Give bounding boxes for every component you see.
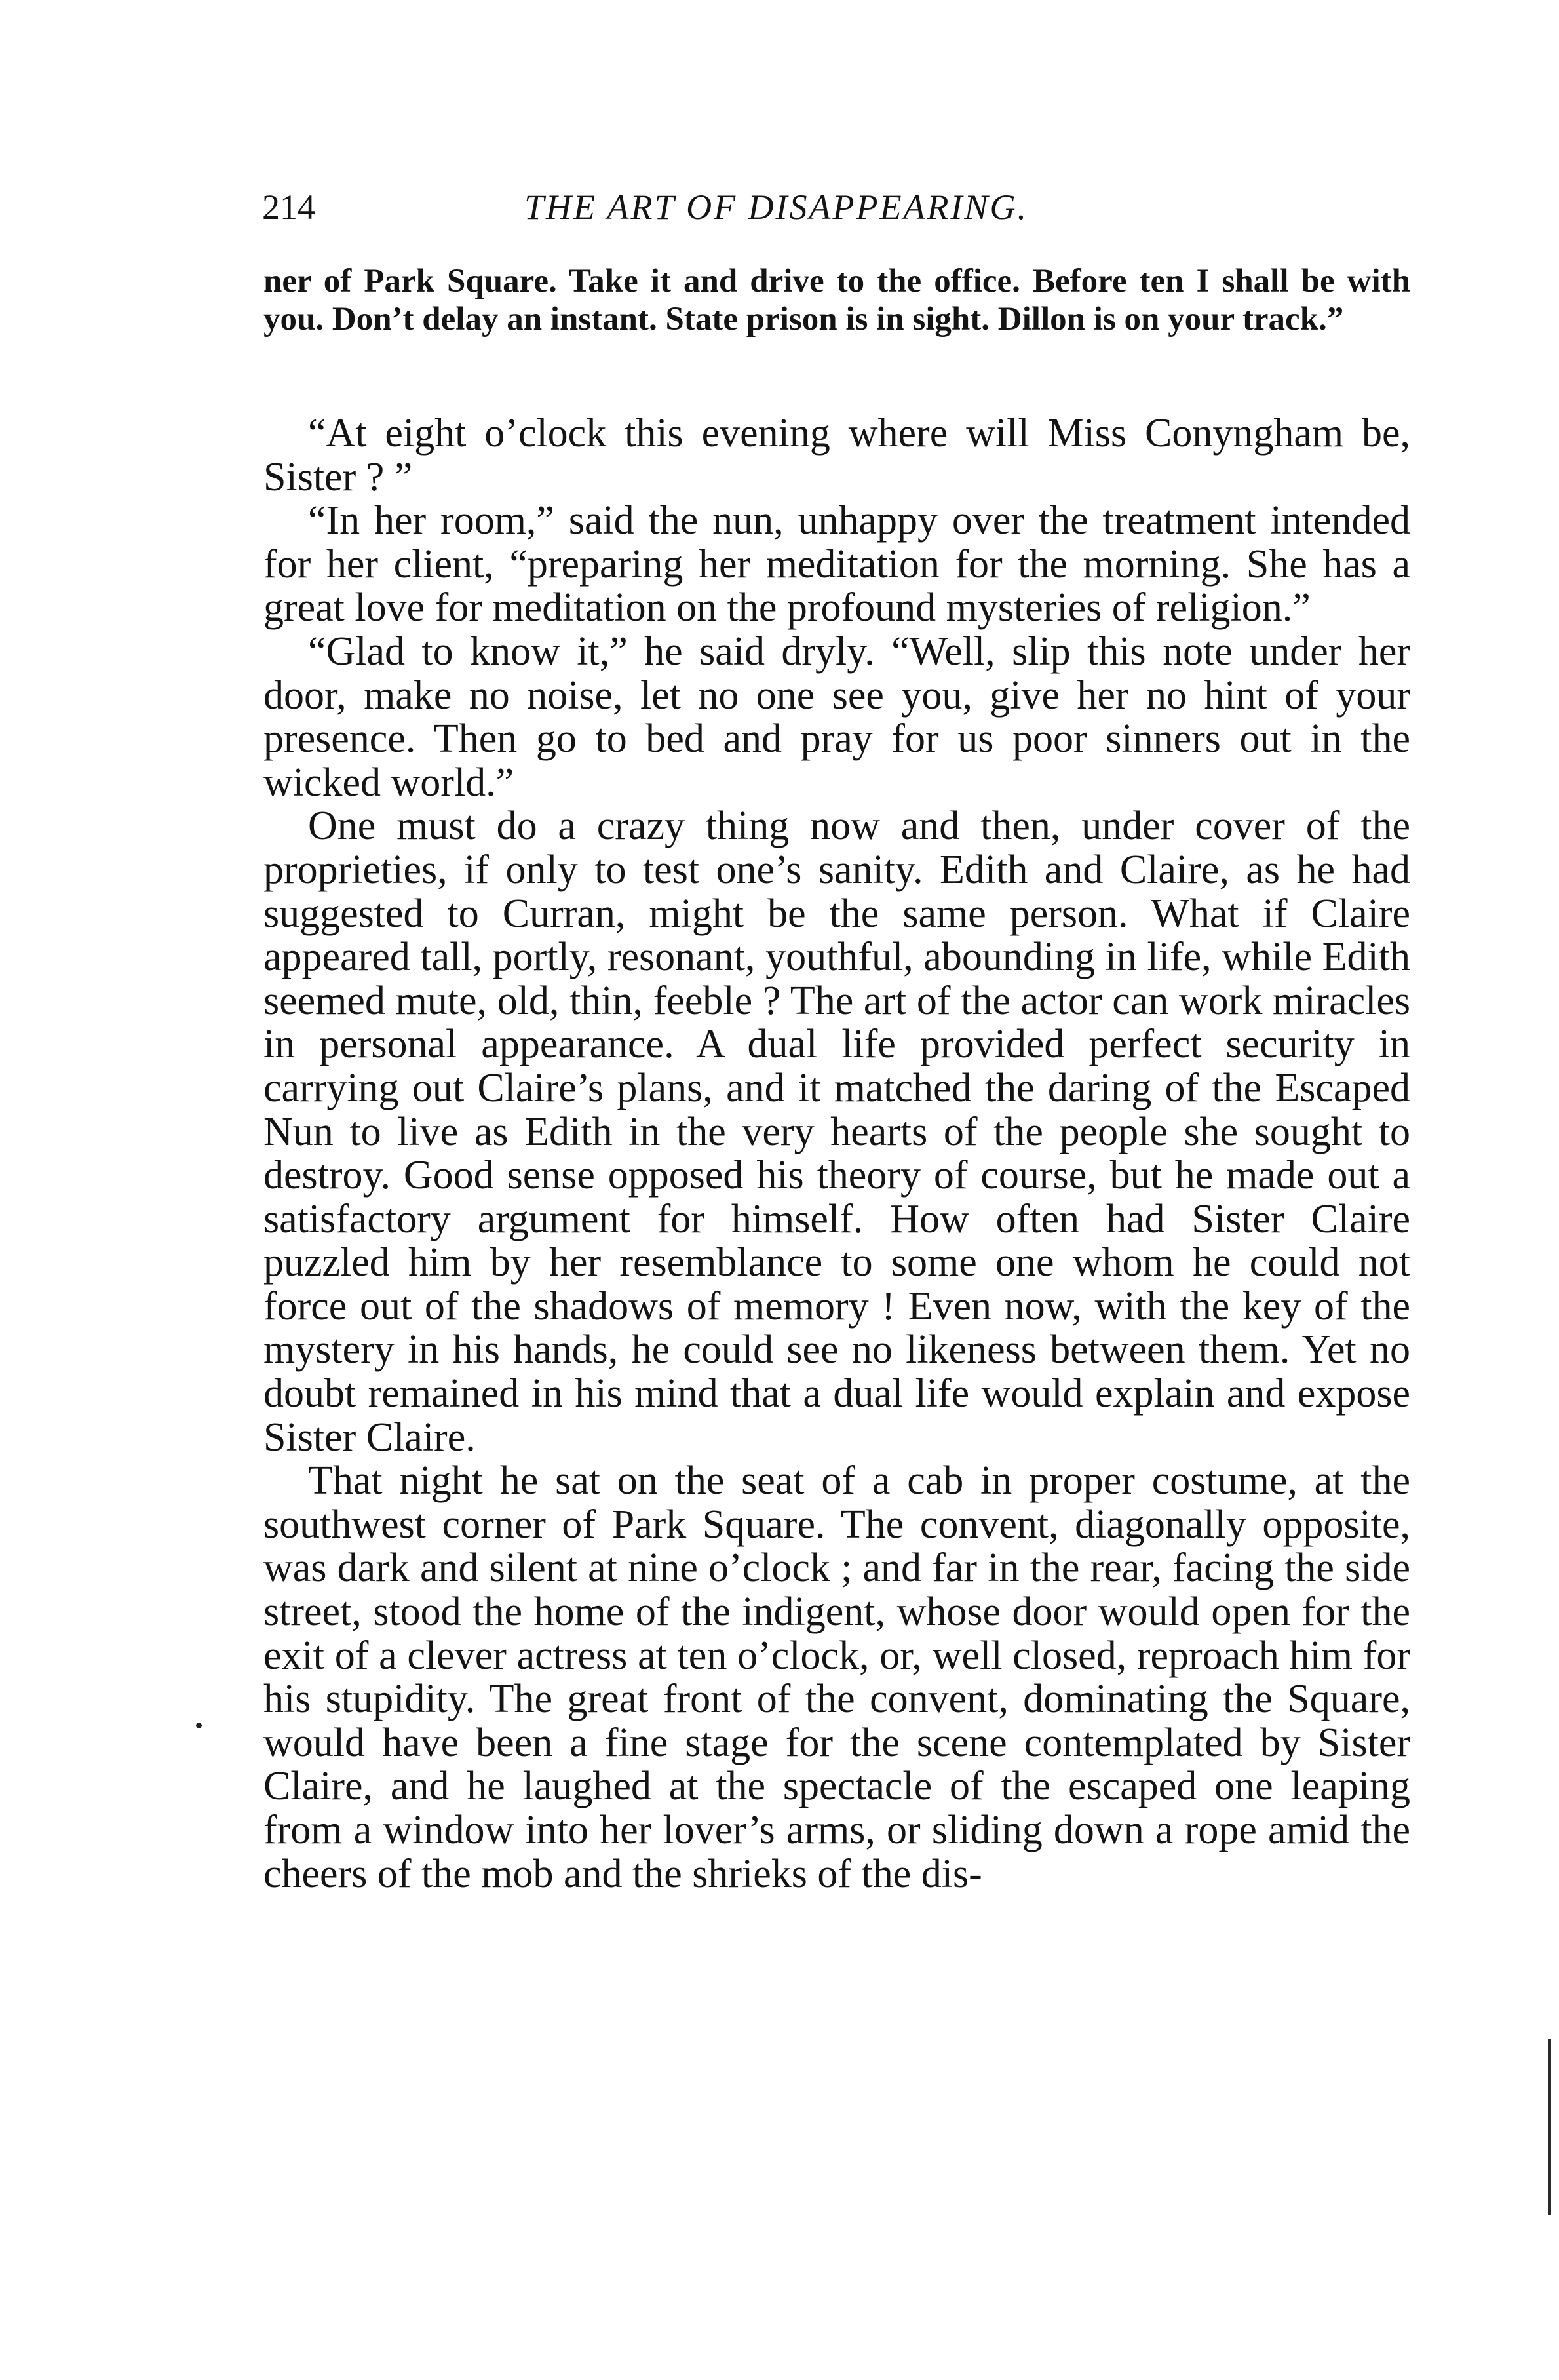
quoted-note-text: ner of Park Square. Take it and drive to the office. Before ten I shall be with you. Don’t delay an instant. State prison is in sight. Dillon is on your track.” <box>263 263 1410 338</box>
paragraph: That night he sat on the seat of a cab in proper costume, at the southwest corner of Park Square. The convent, diagonally opposite, was dark and silent at nine o’clock ; and far in the rear, facing the side street, stood the home of the indigent, whose door would open for the exit of a clever actress at ten o’clock, or, well closed, reproach him for his stupidity. The great front of the convent, dominating the Square, would have been a fine stage for the scene contemplated by Sister Claire, and he laughed at the spectacle of the escaped one leaping from a window into her lover’s arms, or sliding down a rope amid the cheers of the mob and the shrieks of the dis- <box>263 1458 1410 1896</box>
body-text <box>263 412 1410 1896</box>
running-head <box>262 181 1415 233</box>
running-title: THE ART OF DISAPPEARING. <box>524 187 1028 227</box>
margin-speck <box>196 1723 202 1728</box>
page-edge-mark <box>1548 2039 1551 2215</box>
paragraph: “At eight o’clock this evening where will Miss Conyngham be, Sister ? ” <box>263 411 1410 499</box>
paragraph: One must do a crazy thing now and then, under cover of the proprieties, if only to test one’s sanity. Edith and Claire, as he had suggested to Curran, might be the same person. What if Claire appeared tall, portly, resonant, youthful, abounding in life, while Edith seemed mute, old, thin, feeble ? The art of the actor can work miracles in personal appearance. A dual life provided perfect security in carrying out Claire’s plans, and it matched the daring of the Escaped Nun to live as Edith in the very hearts of the people she sought to destroy. Good sense opposed his theory of course, but he made out a satisfactory argument for himself. How often had Sister Claire puzzled him by her resemblance to some one whom he could not force out of the shadows of memory ! Even now, with the key of the mystery in his hands, he could see no likeness between them. Yet no doubt remained in his mind that a dual life would explain and expose Sister Claire. <box>263 804 1410 1460</box>
page-number: 214 <box>262 187 315 227</box>
paragraph: “Glad to know it,” he said dryly. “Well, slip this note under her door, make no noise, let no one see you, give her no hint of your presence. Then go to bed and pray for us poor sinners out in the wicked world.” <box>263 629 1410 805</box>
paragraph: “In her room,” said the nun, unhappy over the treatment intended for her client, “preparing her meditation for the morning. She has a great love for meditation on the profound mysteries of religion.” <box>263 498 1410 631</box>
